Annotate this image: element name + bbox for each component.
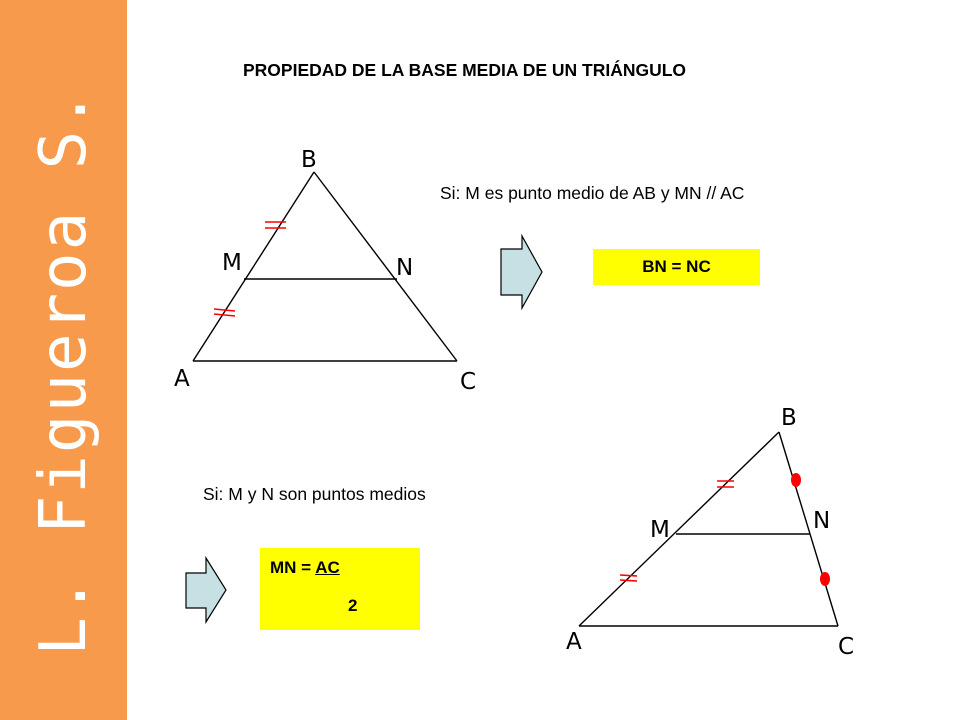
arrow-2 [186, 558, 226, 622]
vertex-n-1: N [396, 255, 414, 281]
dot-upper [791, 473, 801, 487]
vertex-b-1: B [301, 147, 317, 173]
result-1-text: BN = NC [642, 257, 711, 276]
vertex-a-1: A [174, 366, 190, 392]
vertex-a-2: A [566, 629, 582, 655]
vertex-c-1: C [460, 369, 477, 395]
triangle-2 [579, 432, 838, 626]
vertex-n-2: N [813, 508, 831, 534]
condition-1: Si: M es punto medio de AB y MN // AC [440, 183, 745, 203]
page-title: PROPIEDAD DE LA BASE MEDIA DE UN TRIÁNGULO [243, 60, 687, 80]
condition-2: Si: M y N son puntos medios [203, 484, 426, 504]
arrow-1 [501, 236, 542, 308]
dot-lower [820, 572, 830, 586]
side-ab-2 [579, 432, 779, 626]
result-2-denominator: 2 [348, 596, 358, 615]
side-bc-1 [314, 172, 457, 361]
vertex-c-2: C [838, 634, 855, 660]
side-ab-1 [193, 172, 314, 361]
result-2-numerator: AC [315, 558, 340, 577]
vertex-m-2: M [650, 517, 670, 543]
vertex-m-1: M [222, 250, 242, 276]
result-2-lhs: MN = [270, 558, 316, 577]
vertex-b-2: B [781, 405, 797, 431]
author-name: L. Figueroa S. [27, 88, 101, 656]
